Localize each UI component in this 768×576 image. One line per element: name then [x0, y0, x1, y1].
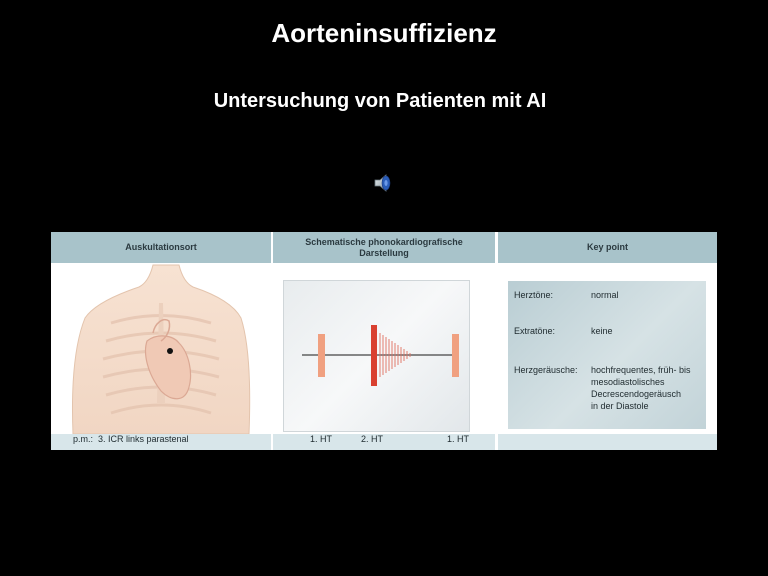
key-point-box: Herztöne: normal Extratöne: keine Herzgeräusche: hochfrequentes, früh- bis mesodiastolisches Decrescendogeräusch in der Diastole	[508, 281, 706, 429]
phonocardiogram-header: Schematische phonokardiografische Darstellung	[273, 232, 495, 263]
key-point-header: Key point	[498, 232, 717, 263]
auscultation-figure	[51, 232, 717, 450]
auscultation-site-header: Auskultationsort	[51, 232, 271, 263]
first-heart-sound-mark	[318, 334, 325, 377]
key-point-footer-band	[498, 434, 717, 450]
punctum-maximum-label: p.m.: 3. ICR links parastenal	[73, 434, 189, 444]
heart-sound-label-1: 1. HT	[310, 434, 333, 444]
slide-subtitle: Untersuchung von Patienten mit AI	[213, 90, 547, 112]
auscultation-site-panel	[51, 232, 271, 450]
key-point-panel	[498, 232, 717, 450]
first-heart-sound-mark-2	[452, 334, 459, 377]
speaker-icon[interactable]	[373, 173, 395, 193]
slide-title: Aorteninsuffizienz	[271, 18, 497, 48]
phonocardiogram-box	[283, 280, 470, 432]
phonocardiogram-trace	[284, 281, 469, 431]
phonocardiogram-panel	[273, 232, 495, 450]
heart-sound-label-3: 1. HT	[447, 434, 470, 444]
heart-sound-label-2: 2. HT	[361, 434, 384, 444]
chest-illustration	[51, 263, 271, 434]
second-heart-sound-mark	[371, 325, 377, 386]
